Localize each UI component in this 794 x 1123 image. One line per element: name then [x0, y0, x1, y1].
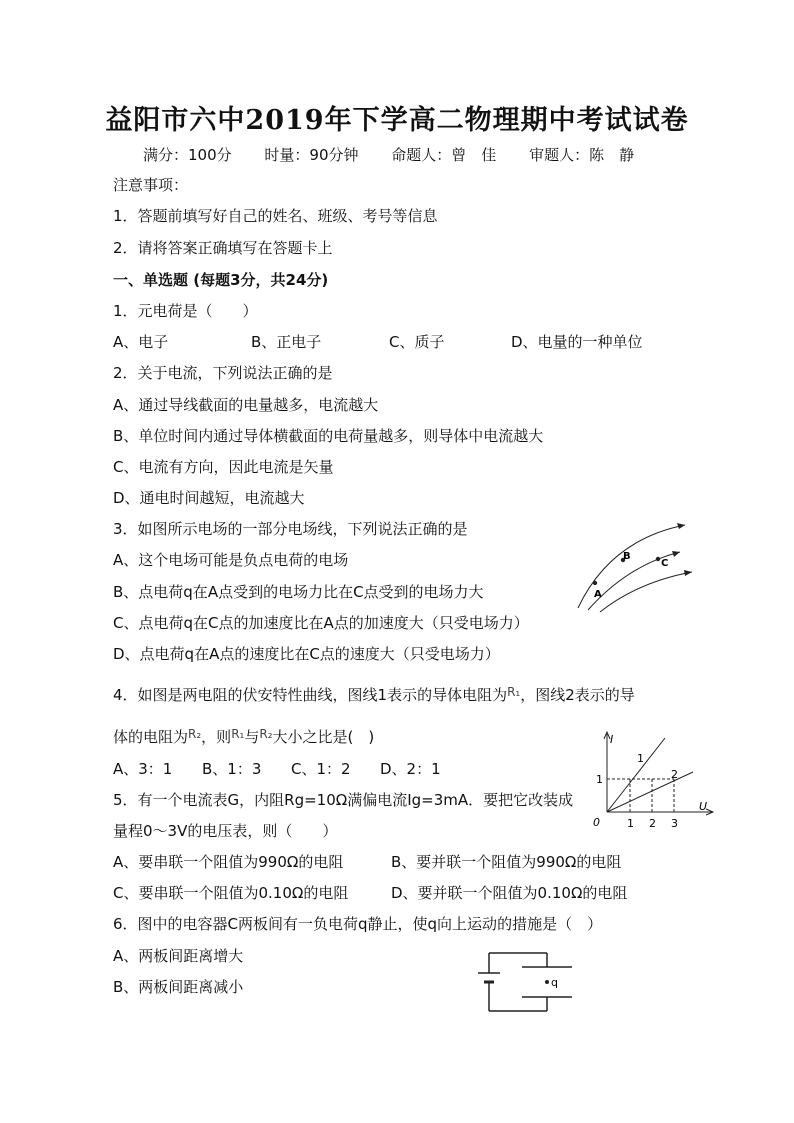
author: 命题人：曾 佳: [391, 146, 497, 164]
x-tick-label: 2: [649, 817, 656, 830]
line-1-label: 1: [637, 752, 644, 765]
option-row: [113, 759, 441, 779]
option: B、两板间距离减小: [113, 978, 244, 996]
y-tick-label: 1: [596, 773, 603, 786]
electric-field-figure: [560, 515, 700, 615]
question-stem: 1．元电荷是（ ）: [113, 302, 258, 320]
option: B、正电子: [251, 333, 322, 351]
option: D、点电荷q在A点的速度比在C点的速度大（只受电场力）: [113, 645, 500, 663]
option: C、1：2: [291, 760, 351, 778]
symbol-r1: R₁: [231, 727, 245, 741]
option-row: [113, 852, 621, 872]
option: C、电流有方向，因此电流是矢量: [113, 458, 334, 476]
option: B、点电荷q在A点受到的电场力比在C点受到的电场力大: [113, 583, 484, 601]
option: B、单位时间内通过导体横截面的电荷量越多，则导体中电流越大: [113, 427, 544, 445]
option-row: [113, 883, 627, 903]
point-c: [656, 557, 660, 561]
time-limit: 时量：90分钟: [264, 146, 359, 164]
charge-dot: [545, 980, 549, 984]
x-axis-label: U: [699, 800, 708, 813]
label-a: A: [594, 589, 602, 600]
note-item: 2．请将答案正确填写在答题卡上: [113, 239, 333, 257]
line-2-label: 2: [671, 768, 678, 781]
question-stem: 6．图中的电容器C两板间有一负电荷q静止，使q向上运动的措施是（ ）: [113, 915, 603, 933]
page-title: 益阳市六中2019年下学高二物理期中考试试卷: [105, 105, 689, 136]
graph-line-2: [607, 772, 693, 812]
full-score: 满分：100分: [143, 146, 232, 164]
field-line: [600, 572, 692, 612]
x-tick-label: 3: [671, 817, 678, 830]
label-b: B: [623, 551, 631, 562]
option: A、这个电场可能是负点电荷的电场: [113, 551, 349, 569]
option: C、质子: [389, 333, 445, 351]
symbol-r2: R₂: [259, 727, 273, 741]
option: A、电子: [113, 333, 169, 351]
section-heading: 一、单选题 (每题3分，共24分): [113, 271, 329, 289]
exam-info: [143, 145, 662, 165]
arrowhead: [684, 570, 692, 576]
iv-graph: [585, 728, 715, 834]
graph-line-1: [607, 738, 665, 812]
option: D、要并联一个阻值为0.10Ω的电阻: [391, 884, 628, 902]
option: D、通电时间越短，电流越大: [113, 489, 305, 507]
option: B、要并联一个阻值为990Ω的电阻: [391, 853, 622, 871]
question-stem: 2．关于电流，下列说法正确的是: [113, 364, 333, 382]
arrowhead: [672, 551, 680, 557]
label-c: C: [661, 558, 669, 569]
question-stem: 5．有一个电流表G，内阻Rg=10Ω满偏电流Ig=3mA．要把它改装成: [113, 791, 574, 809]
question-stem: 3．如图所示电场的一部分电场线，下列说法正确的是: [113, 520, 468, 538]
capacitor-circuit-figure: [470, 945, 585, 1017]
option: D、2：1: [380, 760, 441, 778]
option: B、1：3: [202, 760, 262, 778]
option: A、两板间距离增大: [113, 947, 244, 965]
option: C、点电荷q在C点的加速度比在A点的加速度大（只受电场力）: [113, 614, 529, 632]
note-item: 1．答题前填写好自己的姓名、班级、考号等信息: [113, 207, 438, 225]
charge-label: q: [551, 976, 558, 989]
option: C、要串联一个阻值为0.10Ω的电阻: [113, 884, 349, 902]
question-stem-cont: 体的电阻为$^{R_2}$，则$^{R_1}$与$^{R_2}$大小之比是( ): [113, 727, 375, 746]
question-stem: 4．如图是两电阻的伏安特性曲线，图线1表示的导体电阻为$^{R_1}$，图线2表示的导: [113, 685, 635, 704]
origin-label: 0: [593, 816, 600, 829]
option: A、通过导线截面的电量越多，电流越大: [113, 396, 379, 414]
reviewer: 审题人：陈 静: [529, 146, 635, 164]
notes-heading: 注意事项：: [113, 176, 189, 194]
option: D、电量的一种单位: [511, 333, 643, 351]
y-axis-label: I: [610, 733, 614, 746]
option: A、要串联一个阻值为990Ω的电阻: [113, 853, 344, 871]
arrowhead: [677, 523, 685, 529]
symbol-r2: R₂: [188, 727, 202, 741]
x-tick-label: 1: [627, 817, 634, 830]
symbol-r1: R₁: [507, 685, 521, 699]
question-stem-cont: 量程0～3V的电压表，则（ ）: [113, 822, 338, 840]
option: A、3：1: [113, 760, 173, 778]
point-a: [593, 581, 597, 585]
option-row: [113, 332, 643, 352]
